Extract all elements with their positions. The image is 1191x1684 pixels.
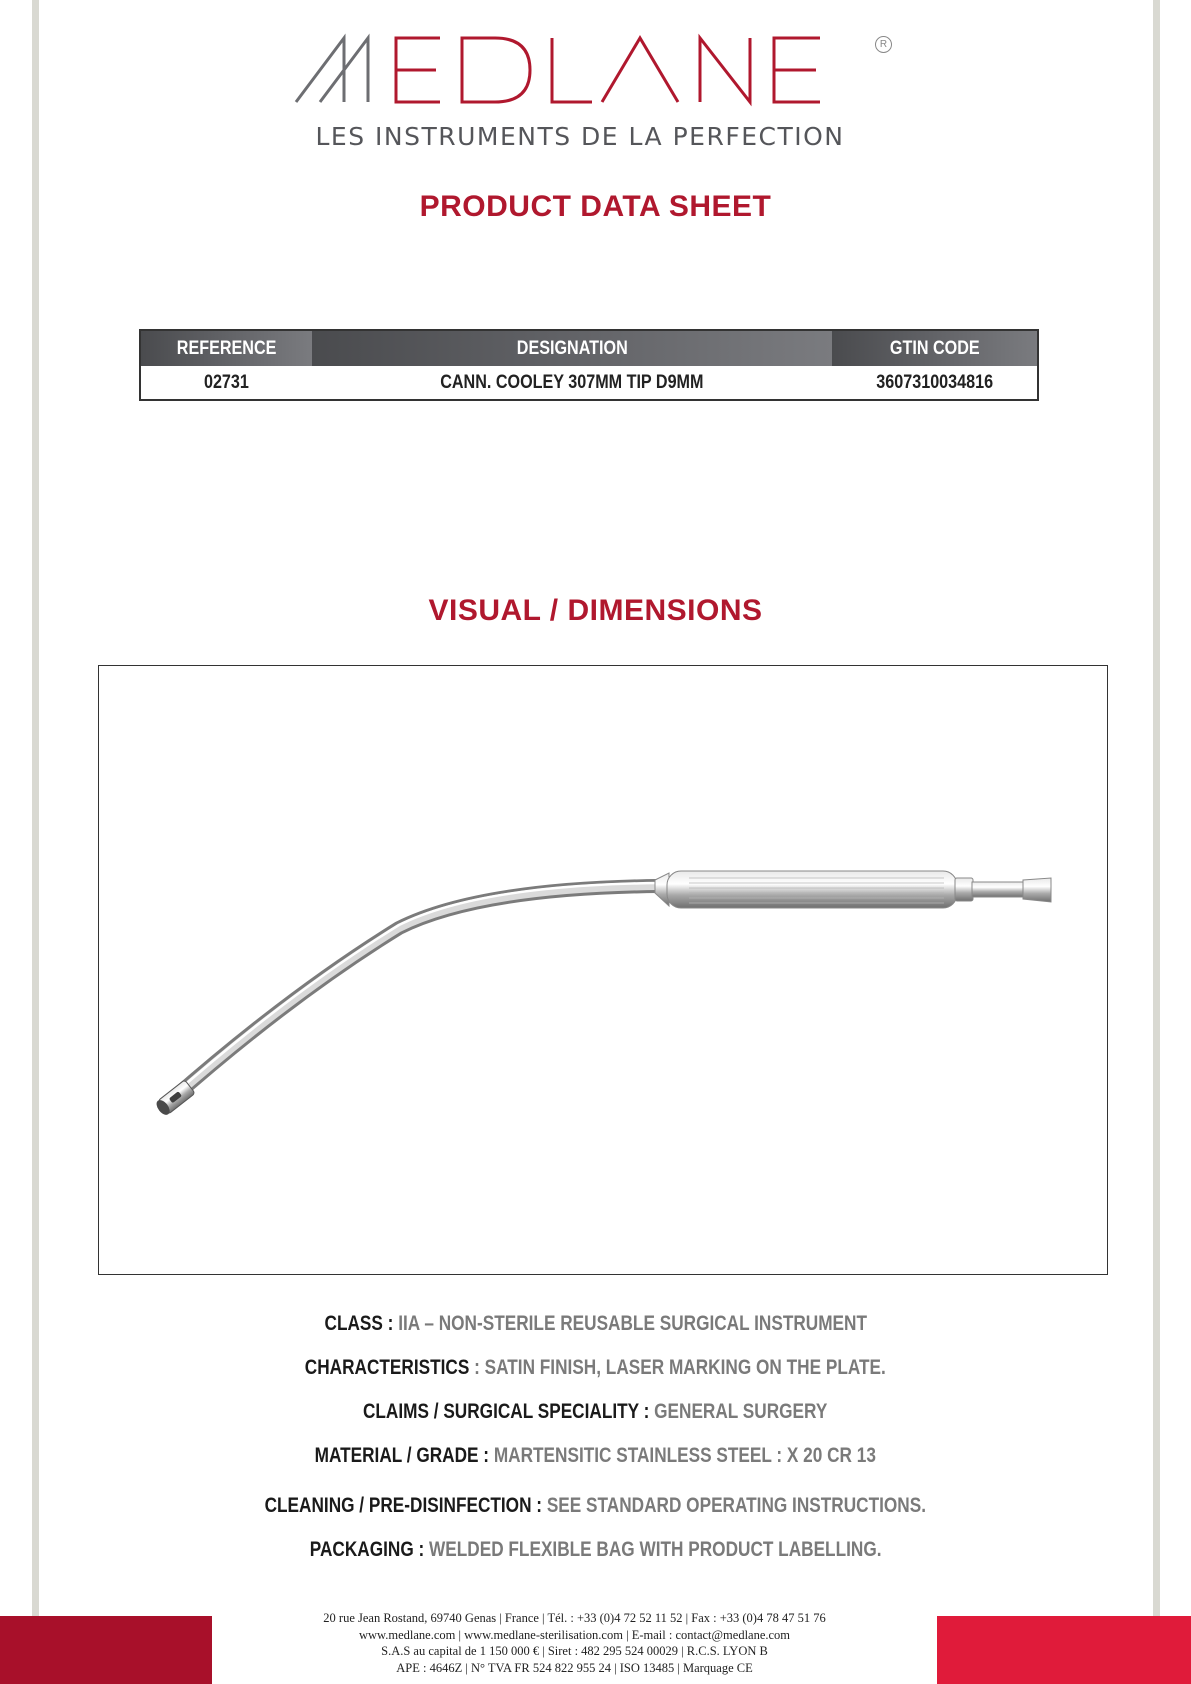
spec-cleaning: CLEANING / PRE-DISINFECTION : SEE STANDARD OPERATING INSTRUCTIONS. — [264, 1494, 927, 1517]
medlane-logo — [290, 30, 905, 150]
suction-cannula-illustration — [99, 666, 1109, 1276]
brand-tagline: LES INSTRUMENTS DE LA PERFECTION — [315, 122, 845, 151]
section-title-visual: VISUAL / DIMENSIONS — [428, 594, 763, 627]
footer-address-line: 20 rue Jean Rostand, 69740 Genas | France | Tél. : +33 (0)4 72 52 11 52 | Fax : +33 (0)4 78 47 51 76 — [323, 1611, 826, 1625]
company-footer — [212, 1610, 937, 1676]
spec-characteristics: CHARACTERISTICS : SATIN FINISH, LASER MARKING ON THE PLATE. — [304, 1356, 887, 1379]
footer-registration-line: APE : 4646Z | N° TVA FR 524 822 955 24 | ISO 13485 | Marquage CE — [396, 1660, 753, 1675]
spec-packaging: PACKAGING : WELDED FLEXIBLE BAG WITH PRODUCT LABELLING. — [309, 1538, 882, 1561]
footer-band-left — [0, 1616, 212, 1684]
header-reference: REFERENCE — [140, 330, 312, 366]
cell-designation: CANN. COOLEY 307MM TIP D9MM — [440, 371, 704, 393]
medlane-wordmark — [290, 30, 870, 110]
header-gtin-code: GTIN CODE — [832, 330, 1038, 366]
cell-reference: 02731 — [204, 371, 249, 393]
table-row — [140, 366, 1038, 400]
product-reference-table — [139, 329, 1039, 401]
spec-class: CLASS : IIA – NON-STERILE REUSABLE SURGICAL INSTRUMENT — [324, 1312, 867, 1335]
cell-gtin-code: 3607310034816 — [876, 371, 993, 393]
product-visual-frame — [98, 665, 1108, 1275]
footer-web-line: www.medlane.com | www.medlane-sterilisation.com | E-mail : contact@medlane.com — [358, 1627, 791, 1642]
footer-band-right — [937, 1616, 1191, 1684]
table-header-row — [140, 330, 1038, 366]
header-designation: DESIGNATION — [312, 330, 832, 366]
footer-legal-line: S.A.S au capital de 1 150 000 € | Siret : 482 295 524 00029 | R.C.S. LYON B — [381, 1644, 768, 1658]
page-title: PRODUCT DATA SHEET — [419, 190, 772, 223]
spec-material-grade: MATERIAL / GRADE : MARTENSITIC STAINLESS STEEL : X 20 CR 13 — [314, 1444, 877, 1467]
registered-mark: R — [875, 36, 892, 53]
spec-claims-speciality: CLAIMS / SURGICAL SPECIALITY : GENERAL SURGERY — [363, 1400, 828, 1423]
